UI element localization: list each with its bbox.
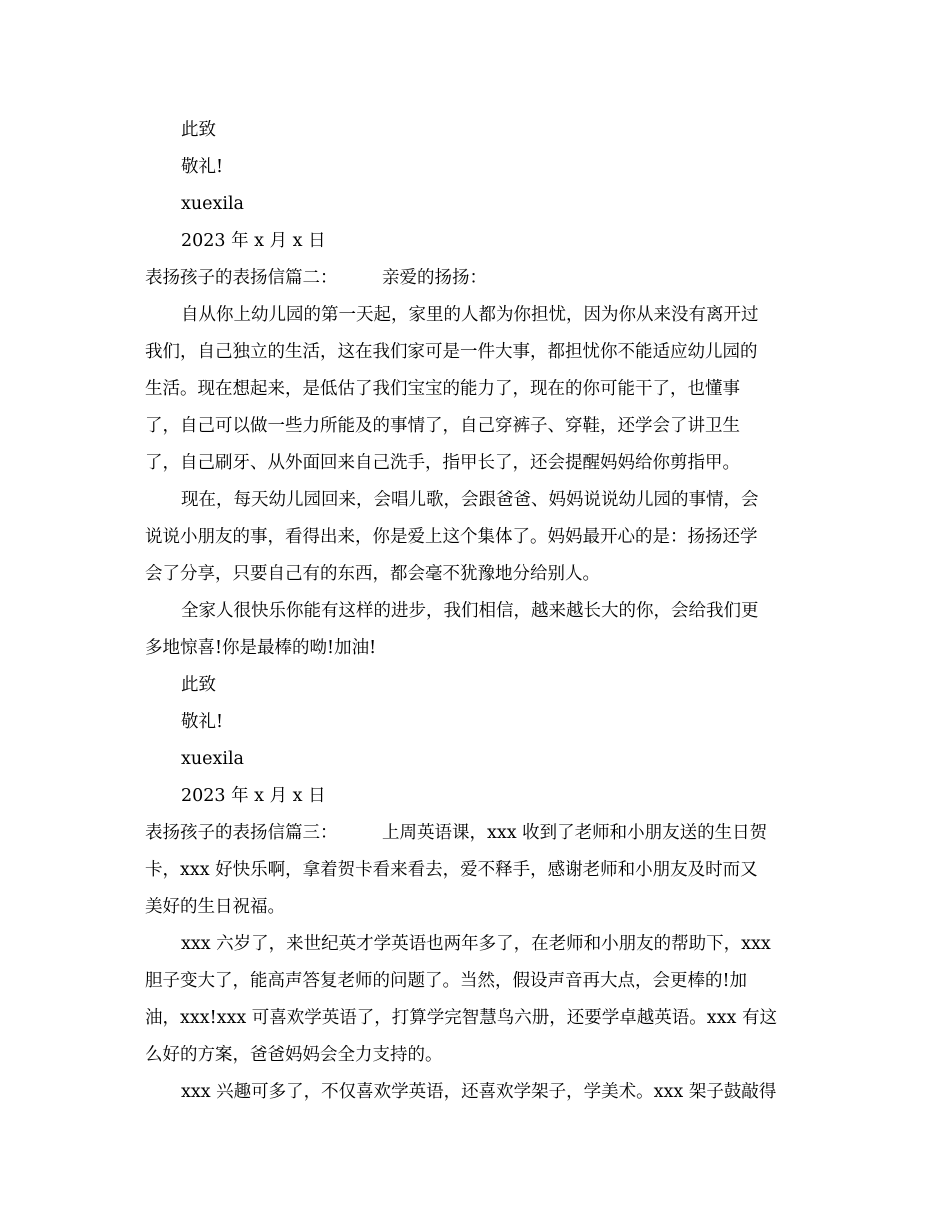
paragraph-line: 么好的方案，爸爸妈妈会全力支持的。: [145, 1045, 443, 1065]
section-heading: 表扬孩子的表扬信篇三： 上周英语课，xxx 收到了老师和小朋友送的生日贺: [145, 823, 768, 843]
paragraph-line: 说说小朋友的事，看得出来，你是爱上这个集体了。妈妈最开心的是：扬扬还学: [145, 527, 758, 547]
signature: xuexila: [181, 749, 244, 769]
paragraph-line: 我们，自己独立的生活，这在我们家可是一件大事，都担忧你不能适应幼儿园的: [145, 342, 758, 362]
closing-salutation: 此致: [181, 675, 216, 695]
paragraph-line: 自从你上幼儿园的第一天起，家里的人都为你担忧，因为你从来没有离开过: [181, 305, 759, 325]
closing-salutation: 此致: [181, 120, 216, 140]
paragraph-line: 了，自己可以做一些力所能及的事情了，自己穿裤子、穿鞋，还学会了讲卫生: [145, 416, 740, 436]
section-heading: 表扬孩子的表扬信篇二： 亲爱的扬扬：: [145, 268, 488, 288]
date-line: 2023 年 x 月 x 日: [181, 231, 326, 251]
paragraph-line: 美好的生日祝福。: [145, 897, 285, 917]
paragraph-line: 生活。现在想起来，是低估了我们宝宝的能力了，现在的你可能干了，也懂事: [145, 379, 740, 399]
closing-respect: 敬礼!: [181, 712, 224, 732]
date-line: 2023 年 x 月 x 日: [181, 786, 326, 806]
paragraph-line: xxx 六岁了，来世纪英才学英语也两年多了，在老师和小朋友的帮助下，xxx: [181, 934, 771, 954]
paragraph-line: 油，xxx!xxx 可喜欢学英语了，打算学完智慧鸟六册，还要学卓越英语。xxx 有这: [145, 1008, 777, 1028]
paragraph-line: 会了分享，只要自己有的东西，都会毫不犹豫地分给别人。: [145, 564, 600, 584]
paragraph-line: xxx 兴趣可多了，不仅喜欢学英语，还喜欢学架子，学美术。xxx 架子鼓敲得: [181, 1082, 777, 1102]
paragraph-line: 了，自己刷牙、从外面回来自己洗手，指甲长了，还会提醒妈妈给你剪指甲。: [145, 453, 740, 473]
paragraph-line: 全家人很快乐你能有这样的进步，我们相信，越来越长大的你，会给我们更: [181, 601, 759, 621]
signature: xuexila: [181, 194, 244, 214]
paragraph-line: 多地惊喜!你是最棒的呦!加油!: [145, 638, 377, 658]
closing-respect: 敬礼!: [181, 157, 224, 177]
paragraph-line: 现在，每天幼儿园回来，会唱儿歌，会跟爸爸、妈妈说说幼儿园的事情，会: [181, 490, 759, 510]
paragraph-line: 卡，xxx 好快乐啊，拿着贺卡看来看去，爱不释手，感谢老师和小朋友及时而又: [145, 860, 758, 880]
paragraph-line: 胆子变大了，能高声答复老师的问题了。当然，假设声音再大点，会更棒的!加: [145, 971, 748, 991]
